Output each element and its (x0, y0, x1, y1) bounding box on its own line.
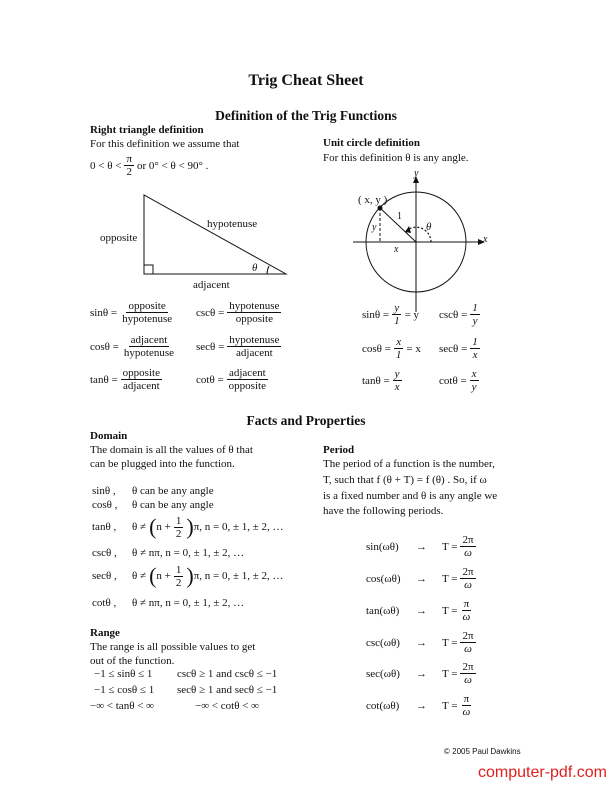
formula-lhs: tanθ = (362, 374, 390, 387)
domain-fn: cosθ , (92, 499, 118, 511)
domain-row-cos (92, 499, 214, 511)
condition-num: π (126, 153, 132, 165)
formula-den: opposite (228, 380, 266, 392)
period-fraction (460, 693, 472, 718)
period-text-1: The period of a function is the number, (323, 458, 495, 470)
domain-fraction (174, 515, 184, 540)
label-radius: 1 (397, 211, 402, 222)
formula-den: 1 (394, 315, 400, 327)
period-text-4: have the following periods. (323, 505, 444, 517)
range-row-tan: −∞ < tanθ < ∞ (90, 700, 155, 712)
domain-cond-paren: n + (156, 570, 171, 582)
period-row-cos (366, 566, 479, 591)
period-fn: sin(ωθ) (366, 540, 399, 553)
formula-lhs: cotθ = (196, 373, 224, 386)
formula-lhs: cosθ = (362, 342, 391, 355)
arrow-icon: → (416, 667, 427, 680)
formula-den: 1 (395, 349, 402, 361)
range-row-cos: −1 ≤ cosθ ≤ 1 (94, 684, 155, 696)
unit-circle-heading: Unit circle definition (323, 137, 420, 149)
formula-num: y (394, 302, 400, 314)
arrow-icon: → (416, 572, 427, 585)
domain-cond: θ ≠ nπ, n = 0, ± 1, ± 2, … (132, 597, 245, 609)
arrow-icon: → (416, 540, 427, 553)
period-lhs: T = (442, 540, 458, 553)
label-y-axis: y (414, 168, 419, 179)
domain-cond: θ can be any angle (132, 499, 214, 511)
formula-tan (90, 367, 165, 392)
domain-frac-den: 2 (175, 527, 182, 540)
formula-fraction (393, 368, 402, 393)
formula-num: y (394, 368, 400, 380)
domain-fraction (174, 564, 184, 589)
formula-lhs: cosθ = (90, 340, 119, 353)
formula-fraction (122, 334, 176, 359)
formula-fraction (392, 302, 402, 327)
period-fn: sec(ωθ) (366, 667, 400, 680)
period-num: 2π (462, 566, 474, 578)
domain-fn: secθ , (92, 570, 117, 582)
period-text-3: is a fixed number and θ is any angle we (323, 490, 498, 502)
formula-fraction (470, 302, 480, 327)
period-fraction (460, 661, 475, 686)
formula-num: x (396, 336, 402, 348)
formula-den: opposite (235, 313, 273, 325)
formula-den: hypotenuse (123, 347, 174, 359)
domain-cond-pre: θ ≠ (132, 570, 147, 582)
domain-row-csc (92, 547, 244, 559)
domain-fn: tanθ , (92, 521, 117, 533)
period-lhs: T = (442, 604, 458, 617)
formula-den: hypotenuse (122, 313, 173, 325)
label-y-leg: y (372, 222, 377, 233)
period-den: ω (464, 643, 472, 655)
domain-fn: cscθ , (92, 547, 117, 559)
domain-heading: Domain (90, 430, 128, 442)
period-fn: csc(ωθ) (366, 636, 400, 649)
period-lhs: T = (442, 572, 458, 585)
period-den: ω (464, 579, 472, 591)
label-x-axis: x (483, 234, 488, 245)
formula-cos (90, 334, 179, 359)
range-text-2: out of the function. (90, 655, 175, 667)
domain-cond-post: π, n = 0, ± 1, ± 2, … (193, 570, 284, 582)
uc-formula-cot (439, 368, 482, 393)
period-fn: cos(ωθ) (366, 572, 401, 585)
label-x-leg: x (394, 244, 399, 255)
domain-row-cot (92, 597, 244, 609)
formula-lhs: secθ = (439, 342, 468, 355)
range-row-sin: −1 ≤ sinθ ≤ 1 (94, 668, 153, 680)
formula-num: hypotenuse (229, 334, 280, 346)
period-row-sec (366, 661, 479, 686)
angle-condition (90, 153, 208, 178)
condition-den: 2 (126, 166, 132, 178)
domain-fn: sinθ , (92, 485, 116, 497)
range-text-1: The range is all possible values to get (90, 641, 256, 653)
period-lhs: T = (442, 699, 458, 712)
period-fraction (460, 598, 472, 623)
domain-row-sec (92, 563, 284, 589)
period-den: ω (464, 547, 472, 559)
range-row-cot: −∞ < cotθ < ∞ (195, 700, 260, 712)
copyright-text: © 2005 Paul Dawkins (444, 747, 521, 756)
period-text-2: T, such that f (θ + T) = f (θ) . So, if ω (323, 474, 487, 486)
formula-lhs: sinθ = (362, 308, 390, 321)
label-unit-theta: θ (426, 221, 432, 233)
period-fraction (460, 630, 475, 655)
paren-close: ) (186, 563, 194, 588)
period-num: π (463, 693, 470, 705)
formula-lhs: secθ = (196, 340, 225, 353)
arrow-icon: → (416, 636, 427, 649)
formula-num: adjacent (228, 367, 266, 379)
formula-fraction (227, 367, 268, 392)
paren-open: ( (149, 514, 157, 539)
formula-den: x (472, 349, 478, 361)
label-opposite: opposite (100, 232, 138, 244)
domain-text-2: can be plugged into the function. (90, 458, 235, 470)
period-den: ω (464, 674, 472, 686)
formula-rhs: = x (406, 342, 421, 355)
formula-cot (196, 367, 271, 392)
page-title: Trig Cheat Sheet (248, 72, 364, 89)
formula-num: adjacent (130, 334, 168, 346)
right-triangle-intro: For this definition we assume that (90, 138, 240, 150)
domain-cond: θ can be any angle (132, 485, 214, 497)
formula-rhs: = y (404, 308, 420, 321)
domain-text-1: The domain is all the values of θ that (90, 444, 253, 456)
formula-lhs: cscθ = (439, 308, 468, 321)
period-row-sin (366, 534, 479, 559)
formula-lhs: cscθ = (196, 306, 225, 319)
formula-den: y (472, 315, 478, 327)
period-lhs: T = (442, 667, 458, 680)
section-heading-definitions: Definition of the Trig Functions (215, 108, 397, 123)
period-fraction (460, 566, 475, 591)
formula-fraction (121, 367, 162, 392)
unit-circle-intro: For this definition θ is any angle. (323, 152, 469, 164)
section-heading-facts: Facts and Properties (246, 413, 366, 428)
uc-formula-cos (362, 336, 421, 361)
formula-lhs: sinθ = (90, 306, 118, 319)
watermark-text: computer-pdf.com (478, 764, 607, 781)
formula-den: adjacent (122, 380, 160, 392)
period-num: 2π (462, 534, 474, 546)
domain-frac-num: 1 (175, 514, 182, 527)
uc-formula-tan (362, 368, 405, 393)
formula-fraction (227, 334, 281, 359)
domain-row-sin (92, 485, 214, 497)
paren-close: ) (186, 514, 194, 539)
period-heading: Period (323, 444, 355, 456)
label-hypotenuse: hypotenuse (207, 218, 258, 230)
range-row-sec: secθ ≥ 1 and secθ ≤ −1 (177, 684, 278, 696)
paren-open: ( (149, 563, 157, 588)
formula-num: opposite (122, 367, 160, 379)
formula-sec (196, 334, 284, 359)
period-fraction (460, 534, 475, 559)
period-num: π (463, 598, 470, 610)
domain-frac-num: 1 (175, 563, 182, 576)
label-adjacent: adjacent (193, 279, 230, 291)
condition-fraction (124, 153, 134, 178)
period-row-tan (366, 598, 475, 623)
formula-fraction (227, 300, 281, 325)
domain-fn: cotθ , (92, 597, 117, 609)
period-den: ω (462, 706, 471, 718)
formula-num: 1 (472, 336, 478, 348)
label-theta: θ (252, 262, 258, 274)
period-fn: tan(ωθ) (366, 604, 400, 617)
arrow-icon: → (416, 699, 427, 712)
formula-den: y (471, 381, 477, 393)
formula-num: x (471, 368, 477, 380)
formula-fraction (470, 368, 479, 393)
formula-den: x (394, 381, 400, 393)
arrow-icon: → (416, 604, 427, 617)
formula-lhs: tanθ = (90, 373, 118, 386)
period-num: 2π (462, 630, 474, 642)
period-row-csc (366, 630, 479, 655)
period-fn: cot(ωθ) (366, 699, 400, 712)
period-num: 2π (462, 661, 474, 673)
domain-cond-pre: θ ≠ (132, 521, 147, 533)
domain-frac-den: 2 (175, 576, 182, 589)
domain-row-tan (92, 514, 284, 540)
condition-right: or 0° < θ < 90° . (137, 159, 209, 172)
uc-formula-csc (439, 302, 483, 327)
formula-num: hypotenuse (229, 300, 280, 312)
formula-csc (196, 300, 284, 325)
domain-cond-paren: n + (156, 521, 171, 533)
period-lhs: T = (442, 636, 458, 649)
formula-lhs: cotθ = (439, 374, 467, 387)
formula-num: 1 (472, 302, 478, 314)
formula-num: opposite (128, 300, 166, 312)
period-row-cot (366, 693, 475, 718)
label-point: ( x, y ) (358, 194, 388, 206)
domain-cond-post: π, n = 0, ± 1, ± 2, … (193, 521, 284, 533)
uc-formula-sin (362, 302, 419, 327)
formula-den: adjacent (236, 347, 273, 359)
domain-cond: θ ≠ nπ, n = 0, ± 1, ± 2, … (132, 547, 245, 559)
formula-fraction (120, 300, 174, 325)
range-row-csc: cscθ ≥ 1 and cscθ ≤ −1 (177, 668, 278, 680)
condition-left: 0 < θ < (90, 159, 122, 172)
right-triangle-heading: Right triangle definition (90, 124, 204, 136)
range-heading: Range (90, 627, 120, 639)
uc-formula-sec (439, 336, 483, 361)
formula-fraction (394, 336, 404, 361)
period-den: ω (462, 611, 471, 623)
formula-sin (90, 300, 177, 325)
formula-fraction (470, 336, 480, 361)
